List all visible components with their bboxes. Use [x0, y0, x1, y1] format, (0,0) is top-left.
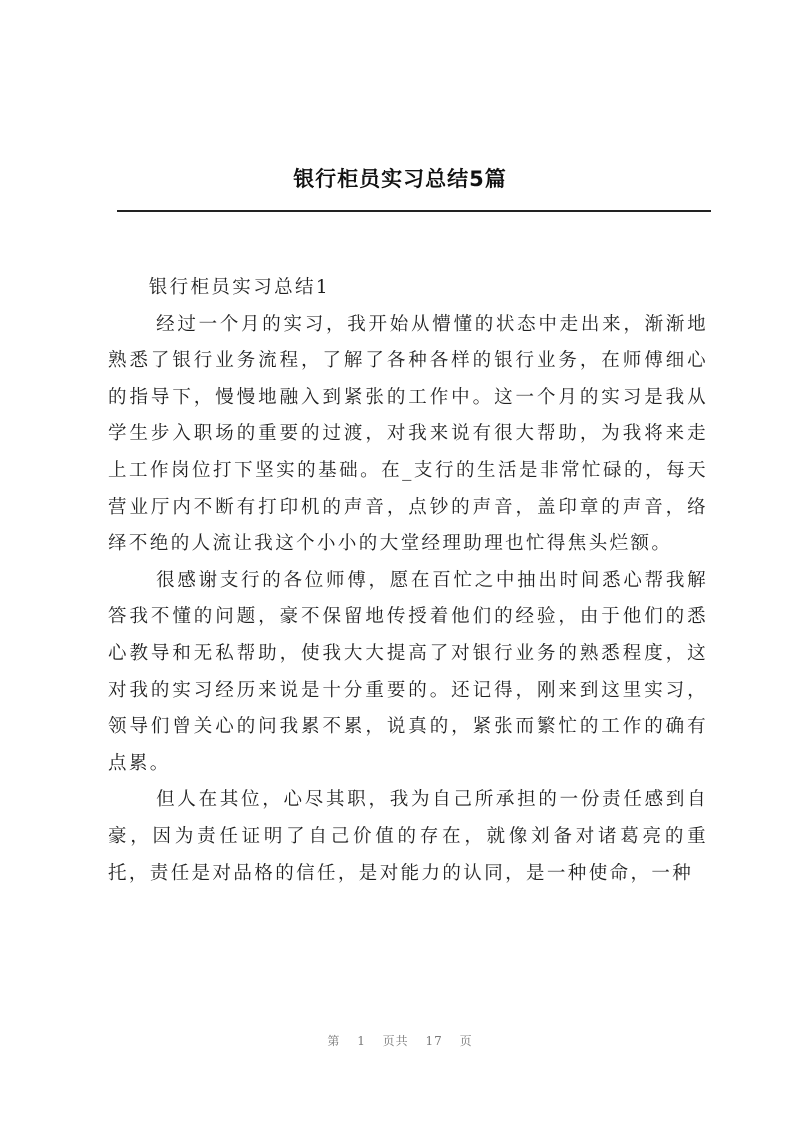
footer-total-pages: 17	[425, 1034, 443, 1048]
paragraph-2: 很感谢支行的各位师傅，愿在百忙之中抽出时间悉心帮我解答我不懂的问题，豪不保留地传授着他们的经验，由于他们的悉心教导和无私帮助，使我大大提高了对银行业务的熟悉程度，这对我的实习经历来说是十分重要的。还记得，刚来到这里实习，领导们曾关心的问我累不累，说真的，紧张而繁忙的工作的确有点累。	[108, 569, 708, 774]
footer-suffix: 页	[459, 1034, 473, 1048]
footer-current-page: 1	[357, 1034, 366, 1048]
page-footer	[0, 1032, 800, 1049]
document-body	[108, 270, 708, 892]
footer-prefix: 第	[327, 1034, 341, 1048]
document-title: 银行柜员实习总结5篇	[293, 167, 507, 191]
paragraph-3: 但人在其位，心尽其职，我为自己所承担的一份责任感到自豪，因为责任证明了自己价值的存在，就像刘备对诸葛亮的重托，责任是对品格的信任，是对能力的认同，是一种使命，一种	[108, 789, 708, 884]
title-divider	[117, 210, 711, 212]
paragraph-1: 经过一个月的实习，我开始从懵懂的状态中走出来，渐渐地熟悉了银行业务流程，了解了各种各样的银行业务，在师傅细心的指导下，慢慢地融入到紧张的工作中。这一个月的实习是我从学生步入职场的重要的过渡，对我来说有很大帮助，为我将来走上工作岗位打下坚实的基础。在_支行的生活是非常忙碌的，每天营业厅内不断有打印机的声音，点钞的声音，盖印章的声音，络绎不绝的人流让我这个小小的大堂经理助理也忙得焦头烂额。	[108, 313, 708, 555]
section-heading: 银行柜员实习总结1	[148, 277, 331, 298]
footer-middle: 页共	[382, 1034, 409, 1048]
